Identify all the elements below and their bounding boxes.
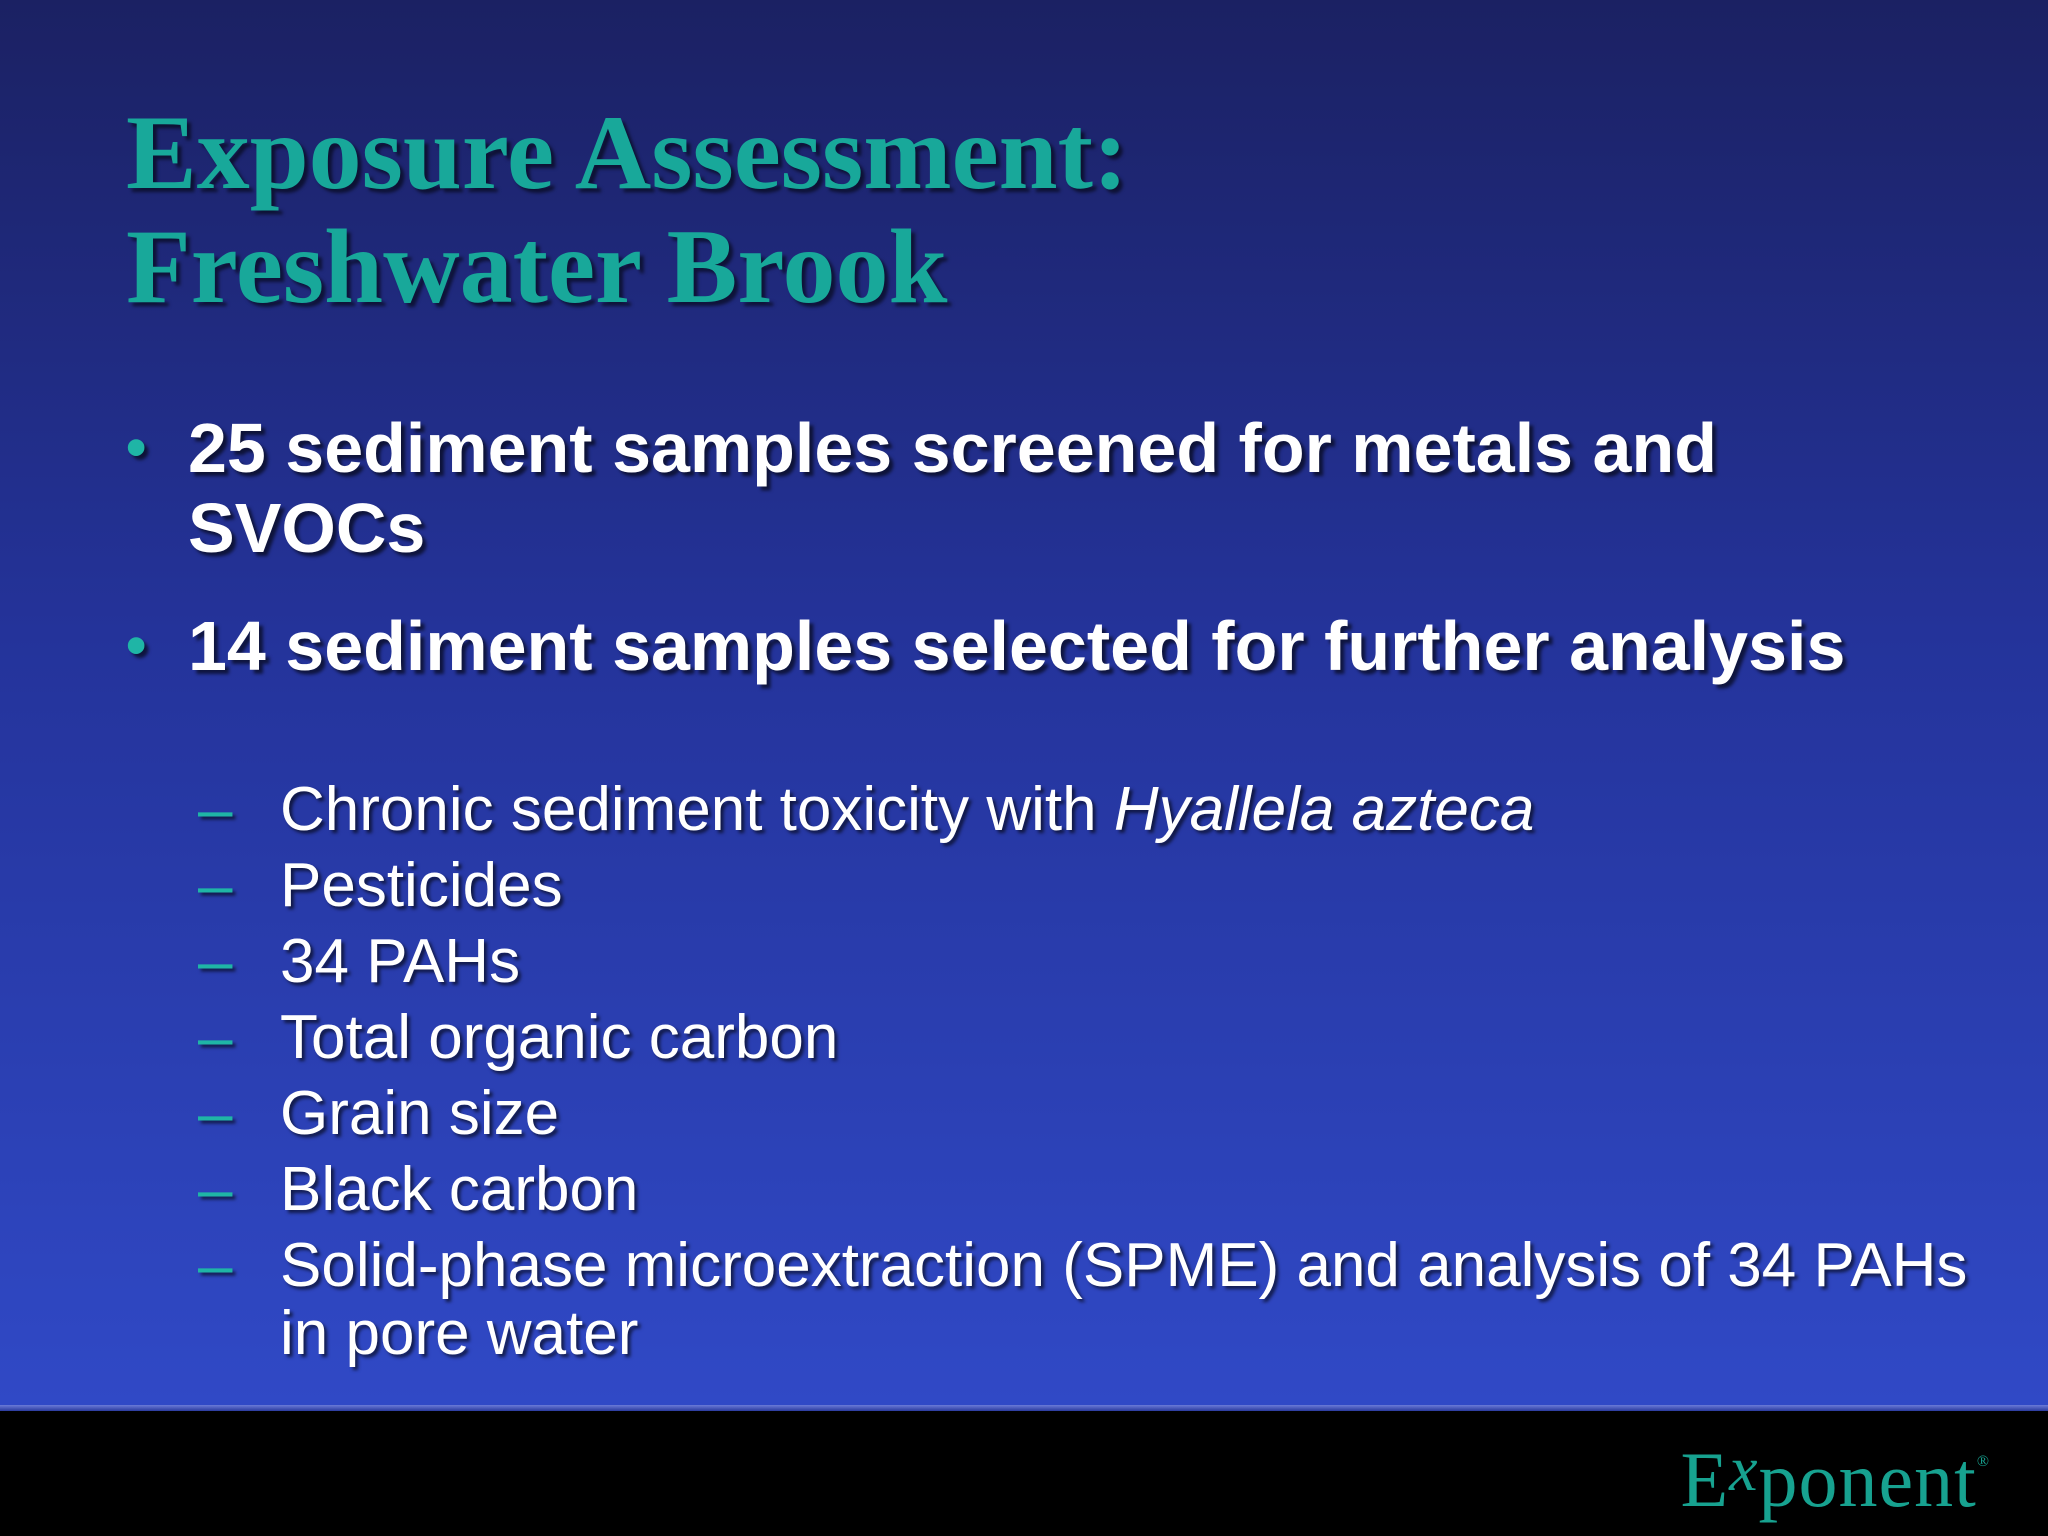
slide-title: [126, 96, 1128, 324]
dash-marker-icon: –: [198, 1155, 233, 1224]
dash-marker-icon: –: [198, 927, 233, 996]
logo-wordmark: ponent: [1758, 1436, 1977, 1523]
logo-letter-x: x: [1729, 1433, 1759, 1504]
bullet-marker-icon: •: [126, 613, 147, 678]
exponent-logo: [1680, 1435, 1990, 1525]
dash-marker-icon: –: [198, 775, 233, 844]
title-line-2: Freshwater Brook: [126, 208, 948, 325]
species-name: Hyallela azteca: [1113, 775, 1535, 844]
registered-mark: ®: [1976, 1453, 1990, 1470]
sub-bullet-text-plain: Chronic sediment toxicity with: [280, 775, 1114, 844]
sub-bullet-text: Grain size: [280, 1079, 560, 1148]
sub-bullet-text: Pesticides: [280, 851, 563, 920]
sub-bullet-text: Black carbon: [280, 1155, 639, 1224]
dash-marker-icon: –: [198, 851, 233, 920]
title-line-1: Exposure Assessment:: [126, 94, 1129, 211]
dash-marker-icon: –: [198, 1003, 233, 1072]
dash-marker-icon: –: [198, 1231, 233, 1300]
sub-bullet-text: [280, 776, 1980, 844]
bullet-marker-icon: •: [126, 415, 147, 480]
dash-marker-icon: –: [198, 1079, 233, 1148]
bullet-text: 25 sediment samples screened for metals and SVOCs: [188, 409, 1717, 567]
footer-bar: [0, 1411, 2048, 1536]
bullet-text: 14 sediment samples selected for further analysis: [188, 607, 1846, 685]
sub-bullet-text: Solid-phase microextraction (SPME) and analysis of 34 PAHs in pore water: [280, 1231, 1968, 1368]
logo-letter-e: E: [1680, 1436, 1730, 1523]
sub-bullet-text: 34 PAHs: [280, 927, 521, 996]
sub-bullet-text: Total organic carbon: [280, 1003, 839, 1072]
